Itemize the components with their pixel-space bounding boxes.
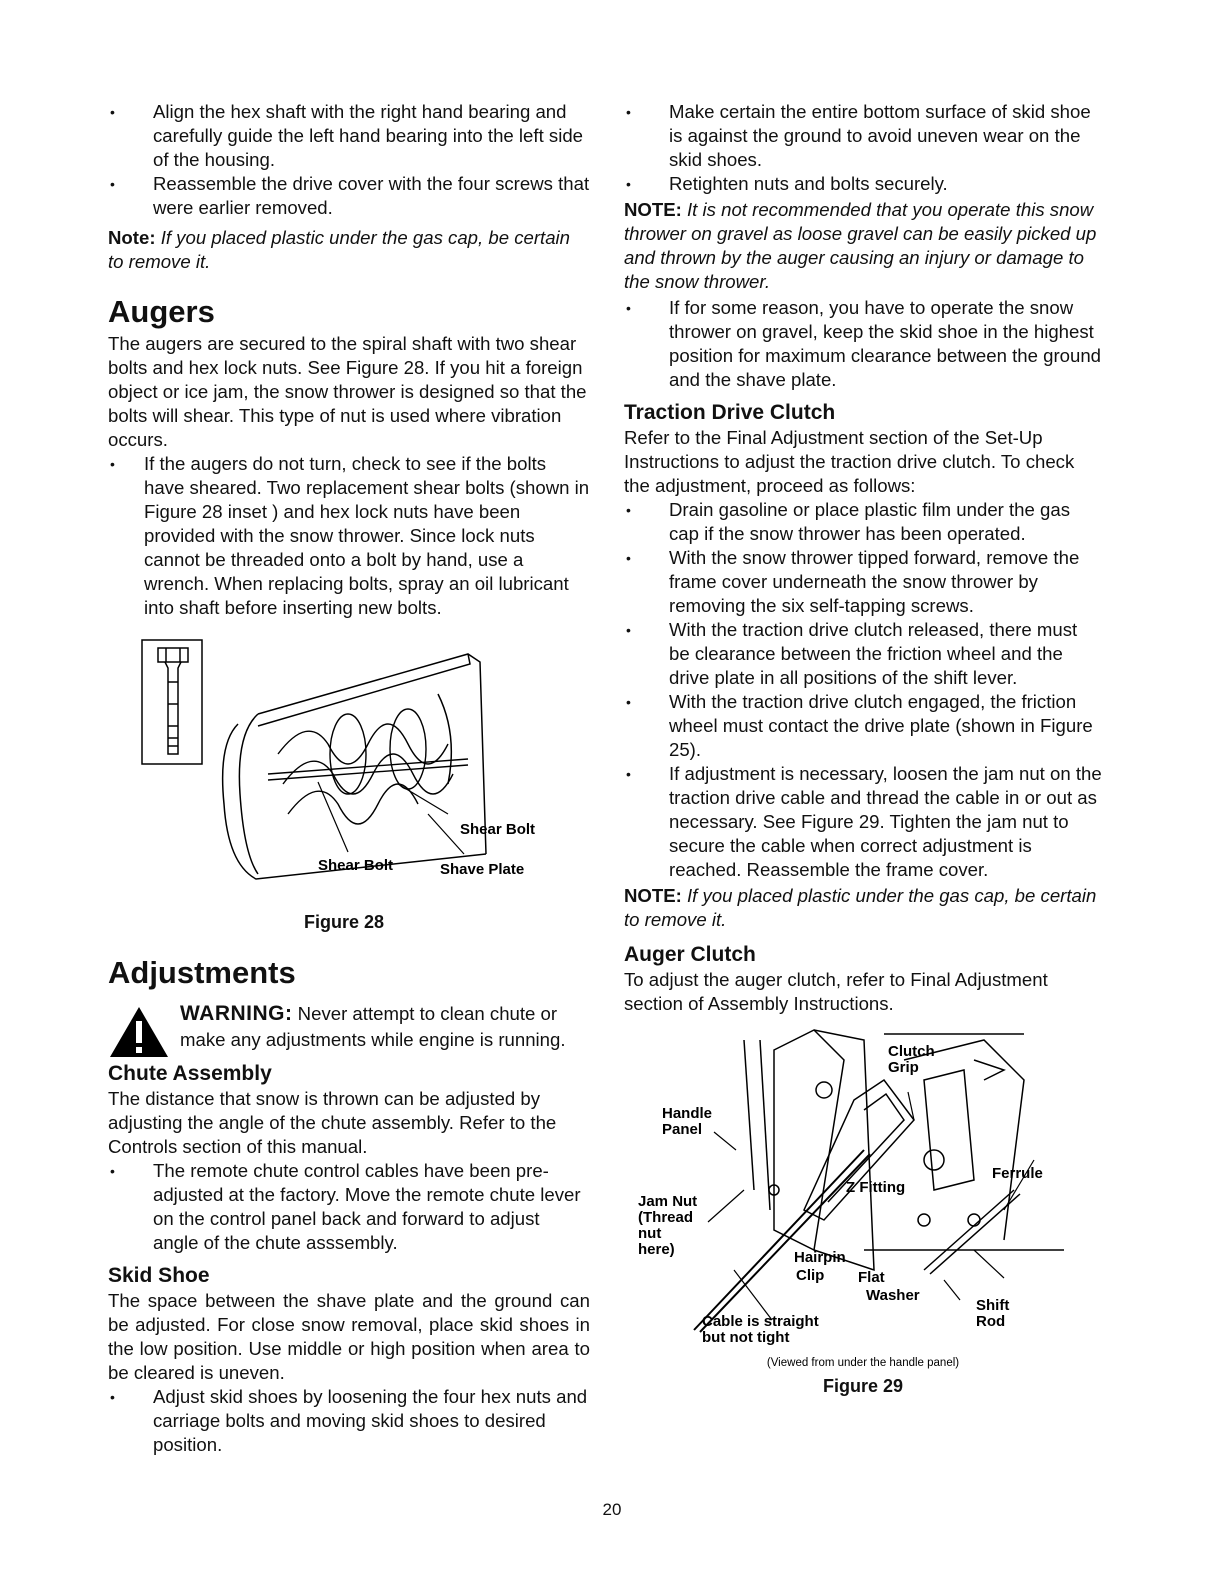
label-handle: Handle: [662, 1105, 713, 1122]
auger-clutch-paragraph: To adjust the auger clutch, refer to Final Adjustment section of Assembly Instructions.: [624, 969, 1048, 1014]
right-column: [624, 100, 1102, 1397]
list-item: • Adjust skid shoes by loosening the four hex nuts and carriage bolts and moving skid shoes to desired position.: [108, 1385, 590, 1457]
bearing-steps-list: [108, 100, 590, 220]
augers-list: [108, 452, 590, 620]
traction-paragraph: Refer to the Final Adjustment section of the Set-Up Instructions to adjust the traction drive clutch. To check the adjustment, proceed as follows:: [624, 427, 1075, 496]
label-clutch: Clutch: [888, 1043, 935, 1060]
clutch-grip-icon: [804, 1080, 914, 1220]
label-ferrule: Ferrule: [992, 1165, 1043, 1182]
list-item: • The remote chute control cables have been pre-adjusted at the factory. Move the remote chute lever on the control panel back and forward to adjust angle of the chute asssembly.: [108, 1159, 590, 1255]
label-shear-bolt-left: Shear Bolt: [318, 857, 394, 874]
figure-28: [108, 634, 590, 904]
label-washer: Washer: [866, 1287, 920, 1304]
label-shear-bolt-right: Shear Bolt: [460, 821, 536, 838]
label-clip: Clip: [796, 1267, 825, 1284]
cable-icon: [694, 1150, 870, 1332]
list-item: • Reassemble the drive cover with the four screws that were earlier removed.: [108, 172, 590, 220]
list-item: • If the augers do not turn, check to see if the bolts have sheared. Two replacement shear bolts (shown in Figure 28 inset ) and hex lock nuts have been provided with the snow thrower. Since lock nuts cannot be threaded onto a bolt by hand, use a wrench. When replacing bolts, spray an oil lubricant into shaft before inserting new bolts.: [108, 452, 590, 620]
label-here: here): [638, 1241, 675, 1258]
figure-28-caption: Figure 28: [304, 912, 385, 932]
traction-list: [624, 498, 1102, 882]
list-item: • Drain gasoline or place plastic film under the gas cap if the snow thrower has been operated.: [624, 498, 1102, 546]
note-label: NOTE:: [624, 199, 682, 220]
figure-29-illustration: [624, 1020, 1102, 1370]
gas-cap-note-2: [624, 884, 1102, 932]
figure-28-illustration: [108, 634, 590, 904]
label-z-fitting: Z Fitting: [846, 1179, 906, 1196]
adjustments-heading: Adjustments: [108, 955, 296, 990]
list-item: • Retighten nuts and bolts securely.: [624, 172, 1102, 196]
list-item: • If for some reason, you have to operate the snow thrower on gravel, keep the skid shoe in the highest position for maximum clearance between the ground and the shave plate.: [624, 296, 1102, 392]
label-jam-nut: Jam Nut: [638, 1193, 698, 1210]
note-text: If you placed plastic under the gas cap, be certain to remove it.: [108, 227, 571, 272]
viewed-note: (Viewed from under the handle panel): [766, 1357, 960, 1369]
list-item: • With the traction drive clutch engaged, the friction wheel must contact the drive plate (shown in Figure 25).: [624, 690, 1102, 762]
note-text: It is not recommended that you operate this snow thrower on gravel as loose gravel can be easily picked up and thrown by the auger causing an injury or damage to the snow thrower.: [624, 199, 1097, 292]
label-flat: Flat: [858, 1269, 885, 1286]
left-column: [108, 100, 590, 1457]
label-hairpin: Hairpin: [794, 1249, 846, 1266]
note-label: NOTE:: [624, 885, 682, 906]
label-grip: Grip: [888, 1059, 919, 1076]
gas-cap-note: [108, 226, 590, 274]
augers-heading: Augers: [108, 294, 215, 329]
warning-triangle-icon: [108, 1005, 170, 1059]
list-item: • With the snow thrower tipped forward, remove the frame cover underneath the snow thrower by removing the six self-tapping screws.: [624, 546, 1102, 618]
leader-lines: [318, 782, 464, 854]
label-shift: Shift: [976, 1297, 1010, 1314]
list-item: • Make certain the entire bottom surface of skid shoe is against the ground to avoid uneven wear on the skid shoes.: [624, 100, 1102, 172]
augers-paragraph: The augers are secured to the spiral shaft with two shear bolts and hex lock nuts. See Figure 28. If you hit a foreign object or ice jam, the snow thrower is designed so that the bolts will shear. This type of nut is used where vibration occurs.: [108, 333, 587, 450]
list-item: • With the traction drive clutch released, there must be clearance between the friction wheel and the drive plate in all positions of the shift lever.: [624, 618, 1102, 690]
chute-paragraph: The distance that snow is thrown can be adjusted by adjusting the angle of the chute assembly. Refer to the Controls section of this manual.: [108, 1088, 557, 1157]
label-shave-plate: Shave Plate: [440, 861, 525, 878]
chute-list: [108, 1159, 590, 1255]
gravel-note: [624, 198, 1102, 294]
warning-block: [108, 1001, 590, 1053]
skid-steps-list: [624, 100, 1102, 196]
label-thread: (Thread: [638, 1209, 694, 1226]
gravel-list: [624, 296, 1102, 392]
chute-assembly-heading: Chute Assembly: [108, 1062, 272, 1085]
auger-spiral-icon: [268, 709, 468, 824]
note-label: Note:: [108, 227, 156, 248]
warning-label: WARNING:: [180, 1002, 293, 1025]
warning-text: Never attempt to clean chute or make any adjustments while engine is running.: [180, 1003, 566, 1050]
skid-paragraph: The space between the shave plate and the ground can be adjusted. For close snow removal, place skid shoes in the low position. Use middle or high position when area to be cleared is uneven.: [108, 1290, 590, 1383]
figure-29: [624, 1020, 1102, 1370]
list-item: • Align the hex shaft with the right hand bearing and carefully guide the left hand bearing into the left side of the housing.: [108, 100, 590, 172]
label-rod: Rod: [976, 1313, 1006, 1330]
label-not-tight: but not tight: [702, 1329, 790, 1346]
label-nut: nut: [638, 1225, 662, 1242]
list-item: • If adjustment is necessary, loosen the jam nut on the traction drive cable and thread the cable in or out as necessary. See Figure 29. Tighten the jam nut to secure the cable when correct adjustment is reached. Reassemble the frame cover.: [624, 762, 1102, 882]
skid-shoe-heading: Skid Shoe: [108, 1264, 210, 1287]
page-number: 20: [602, 1500, 622, 1519]
figure-29-caption: Figure 29: [822, 1376, 904, 1396]
note-text: If you placed plastic under the gas cap, be certain to remove it.: [624, 885, 1097, 930]
label-panel: Panel: [662, 1121, 703, 1138]
traction-drive-clutch-heading: Traction Drive Clutch: [624, 401, 836, 424]
auger-clutch-heading: Auger Clutch: [624, 943, 756, 966]
shift-rod-icon: [864, 1190, 1064, 1274]
label-cable-straight: Cable is straight: [702, 1313, 819, 1330]
shear-bolt-inset-icon: [158, 648, 188, 754]
skid-list: [108, 1385, 590, 1457]
